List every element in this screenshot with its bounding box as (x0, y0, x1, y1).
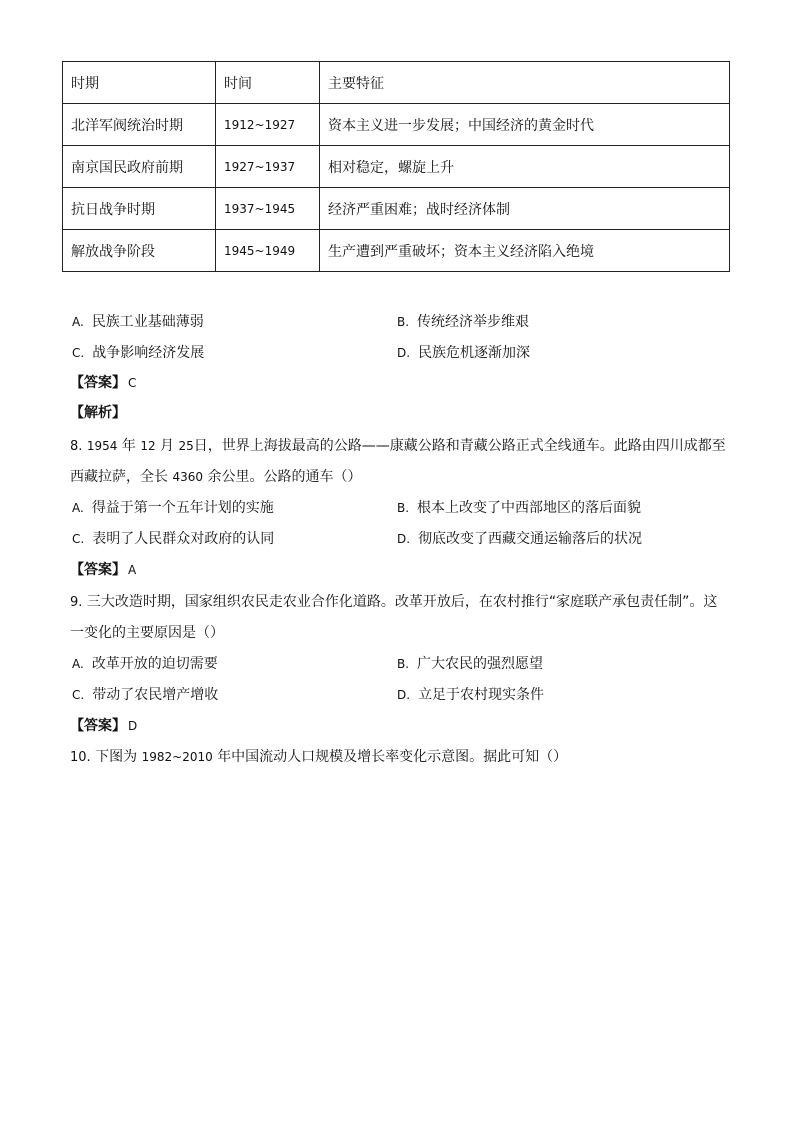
option-key: D. (397, 688, 411, 702)
economy-periods-table-wrap (62, 61, 729, 272)
answer-label: 【答案】 (70, 375, 126, 391)
option-text: 传统经济举步维艰 (417, 314, 530, 330)
q9-option-b[interactable] (397, 655, 543, 673)
q9-option-d[interactable] (397, 686, 544, 704)
table-cell-time: 1912~1927 (216, 104, 320, 146)
stem-text: 年中国流动人口规模及增长率变化示意图。据此可知（） (217, 749, 568, 765)
q8-answer (70, 561, 136, 579)
option-key: A. (72, 501, 84, 515)
q7-analysis (70, 404, 126, 422)
q8-option-d[interactable] (397, 530, 642, 548)
option-text: 民族工业基础薄弱 (91, 314, 204, 330)
table-cell-feature: 经济严重困难；战时经济体制 (320, 188, 730, 230)
table-cell-feature: 资本主义进一步发展；中国经济的黄金时代 (320, 104, 730, 146)
stem-text: 三大改造时期，国家组织农民走农业合作化道路。改革开放后，在农村推行“家庭联产承包责任制”。这 (86, 594, 718, 610)
q10-stem (70, 748, 567, 767)
q9-option-a[interactable] (72, 655, 218, 673)
q9-stem-line1 (70, 593, 717, 612)
table-cell-period: 解放战争阶段 (63, 230, 216, 272)
option-key: C. (72, 688, 85, 702)
stem-number: 4360 (172, 470, 203, 484)
stem-text: 日，世界上海拔最高的公路——康藏公路和青藏公路正式全线通车。此路由四川成都至 (193, 438, 726, 454)
question-number: 10. (70, 750, 91, 765)
option-key: D. (397, 532, 411, 546)
table-header-cell: 主要特征 (320, 62, 730, 104)
stem-text: 下图为 (95, 749, 138, 765)
table-cell-time: 1945~1949 (216, 230, 320, 272)
answer-label: 【答案】 (70, 562, 126, 578)
q8-option-c[interactable] (72, 530, 274, 548)
q8-option-b[interactable] (397, 499, 641, 517)
economy-periods-table (62, 61, 730, 272)
option-text: 立足于农村现实条件 (418, 687, 545, 703)
stem-number: 12 (140, 439, 156, 453)
table-row (63, 188, 730, 230)
option-key: C. (72, 532, 85, 546)
answer-value: A (128, 563, 137, 577)
option-text: 改革开放的迫切需要 (91, 656, 218, 672)
option-key: D. (397, 346, 411, 360)
option-text: 民族危机逐渐加深 (418, 345, 531, 361)
stem-text: 余公里。公路的通车（） (207, 469, 362, 485)
table-row (63, 230, 730, 272)
q9-option-c[interactable] (72, 686, 218, 704)
option-text: 广大农民的强烈愿望 (417, 656, 544, 672)
q7-option-b[interactable] (397, 313, 529, 331)
table-cell-time: 1927~1937 (216, 146, 320, 188)
table-cell-feature: 生产遭到严重破坏；资本主义经济陷入绝境 (320, 230, 730, 272)
option-text: 表明了人民群众对政府的认同 (92, 531, 275, 547)
answer-label: 【答案】 (70, 718, 126, 734)
table-cell-period: 南京国民政府前期 (63, 146, 216, 188)
q9-stem-line2 (70, 624, 224, 642)
option-text: 根本上改变了中西部地区的落后面貌 (417, 500, 642, 516)
table-header-row (63, 62, 730, 104)
table-header-cell: 时间 (216, 62, 320, 104)
answer-value: C (128, 376, 137, 390)
question-number: 9. (70, 595, 83, 610)
stem-text: 月 (160, 438, 175, 454)
table-cell-feature: 相对稳定，螺旋上升 (320, 146, 730, 188)
stem-number: 1982~2010 (141, 750, 213, 764)
analysis-label: 【解析】 (70, 405, 126, 421)
q7-option-c[interactable] (72, 344, 204, 362)
q9-answer (70, 717, 137, 735)
q8-stem-line2 (70, 468, 361, 486)
table-row (63, 104, 730, 146)
q8-stem-line1 (70, 437, 726, 456)
option-key: B. (397, 657, 410, 671)
answer-value: D (128, 719, 138, 733)
q8-option-a[interactable] (72, 499, 274, 517)
option-text: 彻底改变了西藏交通运输落后的状况 (418, 531, 643, 547)
stem-text: 一变化的主要原因是（） (70, 625, 224, 641)
stem-number: 25 (178, 439, 194, 453)
q7-option-a[interactable] (72, 313, 204, 331)
option-key: B. (397, 315, 410, 329)
option-text: 得益于第一个五年计划的实施 (91, 500, 274, 516)
option-text: 战争影响经济发展 (92, 345, 205, 361)
table-cell-time: 1937~1945 (216, 188, 320, 230)
table-cell-period: 北洋军阀统治时期 (63, 104, 216, 146)
question-number: 8. (70, 439, 83, 454)
table-row (63, 146, 730, 188)
option-key: C. (72, 346, 85, 360)
stem-text: 年 (121, 438, 136, 454)
option-text: 带动了农民增产增收 (92, 687, 219, 703)
q7-option-d[interactable] (397, 344, 530, 362)
option-key: A. (72, 657, 84, 671)
stem-number: 1954 (86, 439, 118, 453)
table-cell-period: 抗日战争时期 (63, 188, 216, 230)
table-header-cell: 时期 (63, 62, 216, 104)
stem-text: 西藏拉萨，全长 (70, 469, 168, 485)
q7-answer (70, 374, 136, 392)
option-key: B. (397, 501, 410, 515)
option-key: A. (72, 315, 84, 329)
